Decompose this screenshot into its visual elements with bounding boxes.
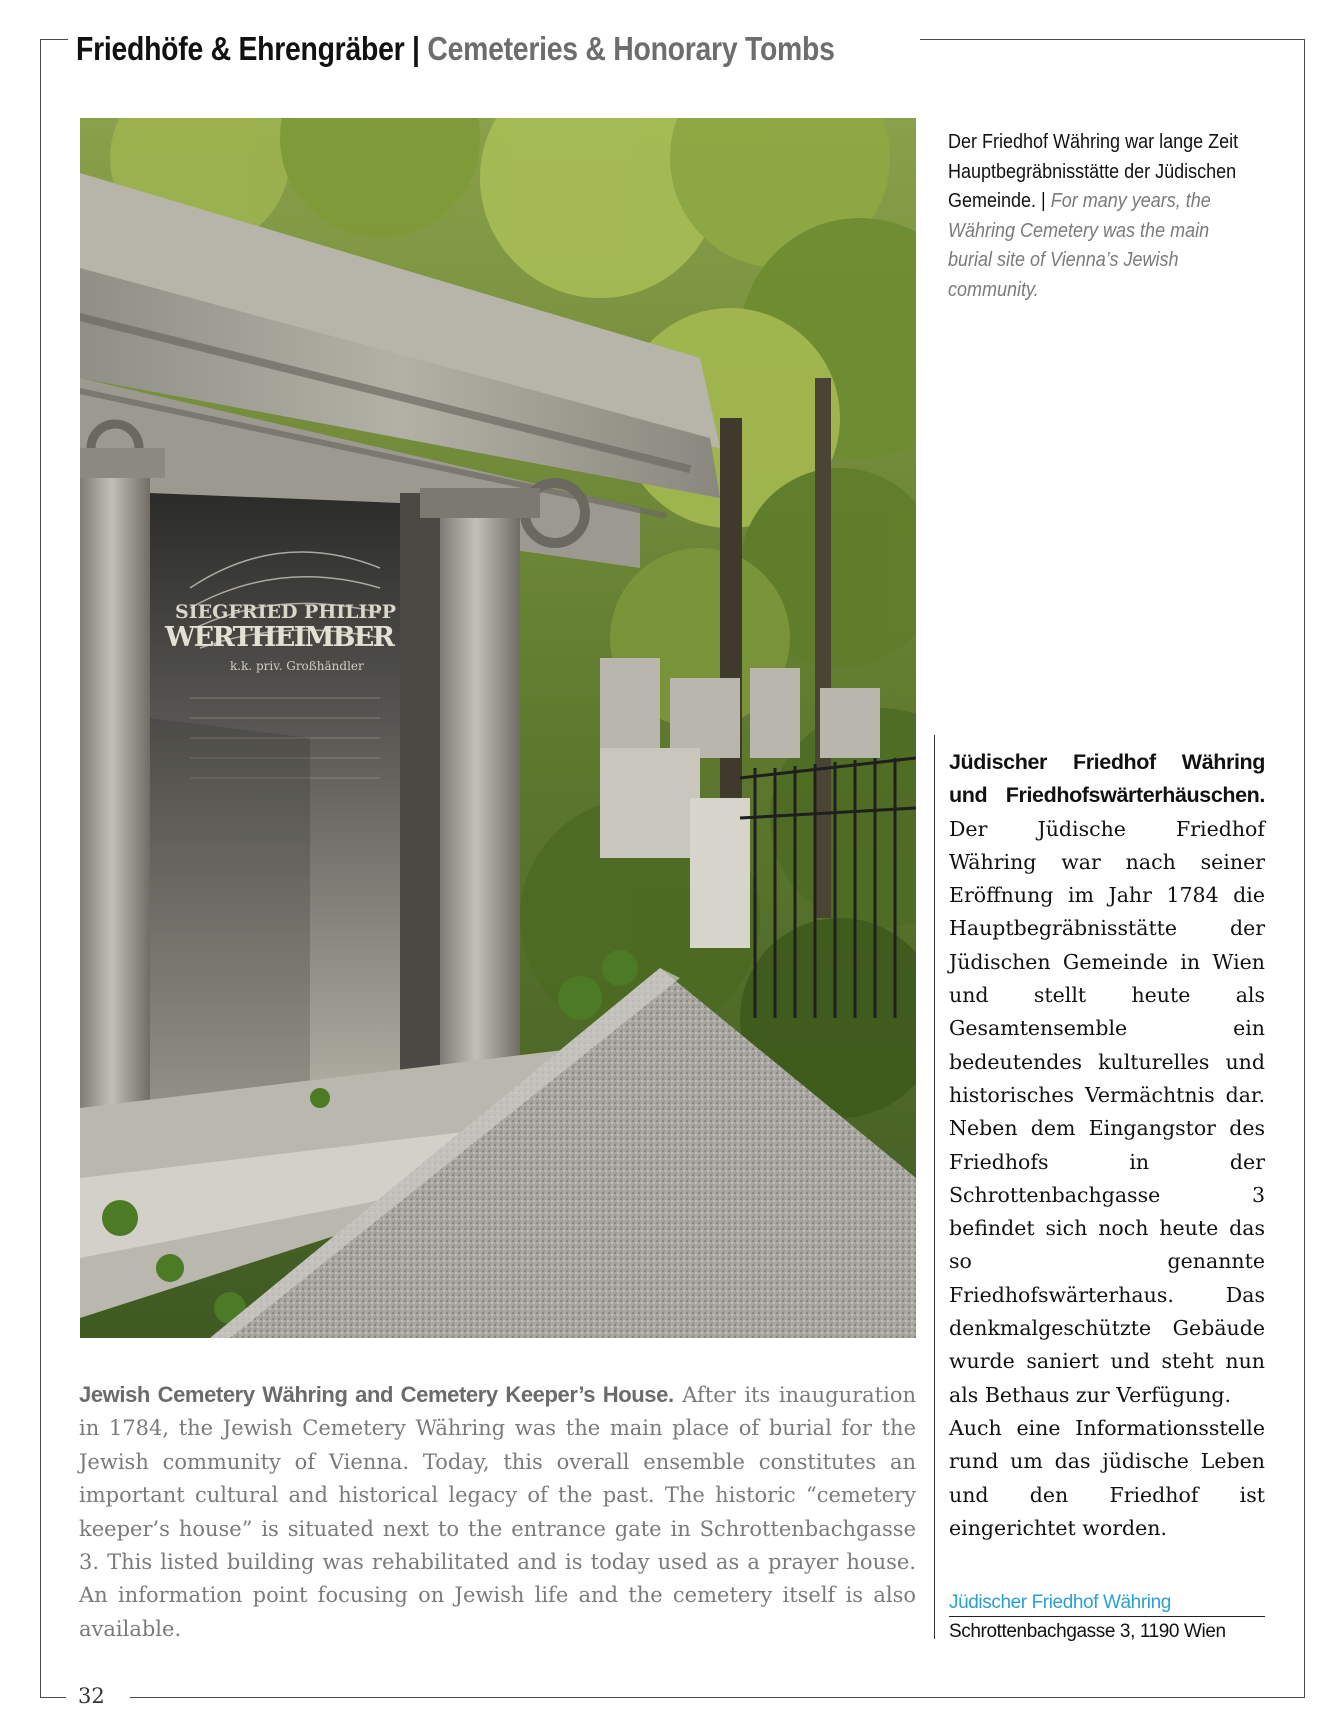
article-english xyxy=(79,1378,916,1646)
page-title-separator: | xyxy=(412,30,420,67)
cemetery-address: Schrottenbachgasse 3, 1190 Wien xyxy=(949,1621,1226,1642)
frame-line-top-right xyxy=(920,39,1305,40)
side-caption-german: Der Friedhof Währing war lange Zeit Hauptbegräbnisstätte der Jüdischen Gemeinde. xyxy=(948,131,1239,212)
page-title-english: Cemeteries & Honorary Tombs xyxy=(427,30,835,67)
article-english-body: After its inauguration in 1784, the Jewish Cemetery Währing was the main place of burial for the Jewish community of Vienna. Today, this overall ensemble constitutes an important cultural and historical legacy of the past. The historic “cemetery keeper’s house” is situated next to the entrance gate in Schrottenbachgasse 3. This listed building was rehabilitated and is today used as a prayer house. An information point focusing on Jewish life and the cemetery itself is also available. xyxy=(79,1383,916,1641)
photo-side-caption xyxy=(948,128,1254,305)
side-caption-english: For many years, the Währing Cemetery was the main burial site of Vienna’s Jewish community. xyxy=(948,190,1211,301)
cemetery-link[interactable]: Jüdischer Friedhof Währing xyxy=(949,1592,1171,1613)
page-title xyxy=(76,30,835,68)
side-caption-separator: | xyxy=(1036,190,1051,212)
column-divider xyxy=(934,735,935,1639)
article-english-title: Jewish Cemetery Währing and Cemetery Keeper’s House. xyxy=(79,1382,674,1407)
page-number: 32 xyxy=(78,1684,105,1708)
article-german-body: Der Jüdische Friedhof Währing war nach seiner Eröffnung im Jahr 1784 die Hauptbegräbnisstätte der Jüdischen Gemeinde in Wien und stellt heute als Gesamtensemble ein bedeutendes kulturelles und historisches Vermächtnis dar. Neben dem Eingangstor des Friedhofs in der Schrottenbachgasse 3 befindet sich noch heute das so genannte Friedhofswärterhaus. Das denkmalgeschützte Gebäude wurde saniert und steht nun als Bethaus zur Verfügung. xyxy=(949,816,1265,1407)
frame-line-left xyxy=(40,39,41,1697)
cemetery-tomb-photo xyxy=(80,118,916,1338)
frame-line-bottom-left xyxy=(40,1697,66,1698)
location-block xyxy=(949,1587,1265,1647)
inscription-name-line2: WERTHEIMBER xyxy=(165,622,395,653)
inscription-name-line3: k.k. priv. Großhändler xyxy=(230,659,364,673)
article-german xyxy=(949,746,1265,1545)
inscription-name-line1: SIEGFRIED PHILIPP xyxy=(175,601,397,623)
article-german-body-2: Auch eine Informationsstelle rund um das jüdische Leben und den Friedhof ist eingerichtet worden. xyxy=(949,1415,1265,1540)
article-german-title: Jüdischer Friedhof Währing und Friedhofswärterhäuschen. xyxy=(949,750,1265,808)
page-title-german: Friedhöfe & Ehrengräber xyxy=(76,30,405,67)
frame-line-right xyxy=(1304,39,1305,1697)
frame-line-top-left xyxy=(40,39,68,40)
frame-line-bottom-right xyxy=(130,1697,1305,1698)
